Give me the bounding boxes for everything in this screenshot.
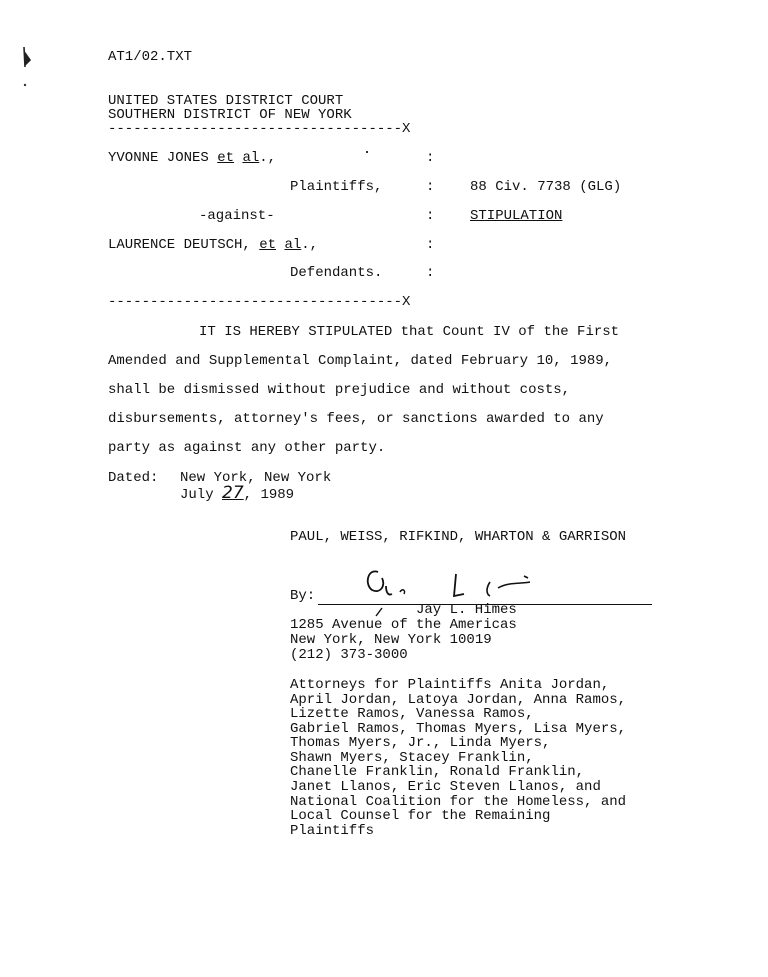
- signer-name: Jay L. Himes: [416, 602, 517, 618]
- body-line-2: Amended and Supplemental Complaint, dated February 10, 1989,: [108, 353, 613, 369]
- caption-colon: :: [426, 150, 435, 166]
- attorneys-line: National Coalition for the Homeless, and: [290, 794, 627, 810]
- document-type: STIPULATION: [470, 208, 563, 224]
- et-underlined: et: [259, 237, 277, 253]
- caption-colon: :: [426, 179, 435, 195]
- caption-colon: :: [426, 237, 435, 253]
- body-line-4: disbursements, attorney's fees, or sanctions awarded to any: [108, 411, 604, 427]
- attorneys-line: Janet Llanos, Eric Steven Llanos, and: [290, 779, 601, 795]
- attorneys-line: Chanelle Franklin, Ronald Franklin,: [290, 764, 585, 780]
- body-line-5: party as against any other party.: [108, 440, 386, 456]
- caption-colon: :: [426, 265, 435, 281]
- court-name: UNITED STATES DISTRICT COURT: [108, 93, 344, 109]
- al-underlined: al: [242, 150, 260, 166]
- defendant-name: LAURENCE DEUTSCH,: [108, 237, 260, 253]
- address-line-1: 1285 Avenue of the Americas: [290, 617, 517, 633]
- margin-arrow-mark: [20, 45, 34, 90]
- plaintiffs-label: Plaintiffs,: [290, 179, 383, 195]
- against-label: -against-: [199, 208, 275, 224]
- law-firm: PAUL, WEISS, RIFKIND, WHARTON & GARRISON: [290, 529, 627, 545]
- attorneys-line: Plaintiffs: [290, 823, 375, 839]
- plaintiff-caption: [108, 151, 276, 166]
- dated-month: July: [180, 487, 223, 503]
- dated-place: New York, New York: [180, 470, 332, 486]
- phone-number: (212) 373-3000: [290, 647, 408, 663]
- et-underlined: et: [217, 150, 235, 166]
- attorneys-line: Thomas Myers, Jr., Linda Myers,: [290, 735, 551, 751]
- speck-mark: [366, 151, 368, 153]
- caption-colon: :: [426, 208, 435, 224]
- attorneys-line: Attorneys for Plaintiffs Anita Jordan,: [290, 677, 610, 693]
- caption-rule-top: -----------------------------------X: [108, 121, 411, 137]
- plaintiff-suffix: .,: [259, 150, 277, 166]
- handwritten-day: 27: [222, 483, 244, 503]
- case-number: 88 Civ. 7738 (GLG): [470, 179, 622, 195]
- attorneys-line: Shawn Myers, Stacey Franklin,: [290, 750, 534, 766]
- body-line-1: IT IS HEREBY STIPULATED that Count IV of the First: [199, 324, 620, 340]
- court-district: SOUTHERN DISTRICT OF NEW YORK: [108, 107, 352, 123]
- attorneys-line: Lizette Ramos, Vanessa Ramos,: [290, 706, 534, 722]
- body-line-3: shall be dismissed without prejudice and without costs,: [108, 382, 571, 398]
- by-label: By:: [290, 588, 316, 604]
- defendant-suffix: .,: [301, 237, 319, 253]
- al-underlined: al: [284, 237, 302, 253]
- dated-date: [180, 483, 295, 503]
- plaintiff-name: YVONNE JONES: [108, 150, 218, 166]
- caption-rule-bottom: -----------------------------------X: [108, 294, 411, 310]
- attorneys-line: Gabriel Ramos, Thomas Myers, Lisa Myers,: [290, 721, 627, 737]
- attorneys-line: April Jordan, Latoya Jordan, Anna Ramos,: [290, 692, 627, 708]
- dated-year: , 1989: [243, 487, 295, 503]
- defendants-label: Defendants.: [290, 265, 383, 281]
- attorneys-line: Local Counsel for the Remaining: [290, 808, 551, 824]
- file-name: AT1/02.TXT: [108, 49, 193, 65]
- defendant-caption: [108, 238, 318, 253]
- address-line-2: New York, New York 10019: [290, 632, 492, 648]
- dated-label: Dated:: [108, 470, 159, 486]
